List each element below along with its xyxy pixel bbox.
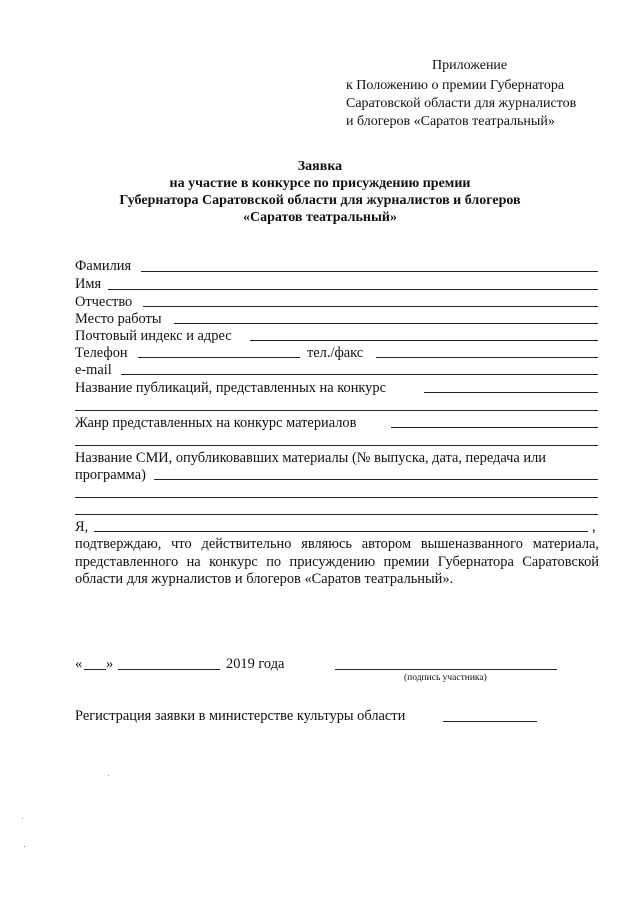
title-line-1: Заявка (297, 159, 343, 174)
postal-field[interactable] (250, 340, 598, 341)
media-field-extra-1[interactable] (75, 497, 598, 498)
date-year: 2019 года (226, 656, 285, 672)
appendix-line-3: Саратовской области для журналистов (346, 96, 577, 111)
date-month-field[interactable] (118, 669, 220, 670)
patronymic-field[interactable] (143, 306, 598, 307)
surname-label: Фамилия (75, 258, 132, 274)
media-label-line-2: программа) (75, 467, 146, 483)
media-label-line-1: Название СМИ, опубликовавших материалы (№ выпуска, дата, передача или (75, 450, 546, 466)
declaration-i: Я, (75, 519, 89, 535)
publications-field[interactable] (424, 392, 598, 393)
signature-field[interactable] (335, 669, 557, 670)
scan-speck (108, 775, 109, 776)
publications-label: Название публикаций, представленных на конкурс (75, 380, 386, 396)
declaration-name-field[interactable] (94, 531, 588, 532)
phone-label: Телефон (75, 345, 128, 361)
name-label: Имя (75, 276, 102, 292)
appendix-heading: Приложение (432, 58, 508, 73)
postal-label: Почтовый индекс и адрес (75, 328, 232, 344)
signature-caption: (подпись участника) (404, 673, 487, 683)
appendix-line-2: к Положению о премии Губернатора (346, 78, 565, 93)
name-field[interactable] (108, 289, 598, 290)
registration-field[interactable] (443, 721, 537, 722)
media-field[interactable] (154, 479, 598, 480)
publications-field-extra[interactable] (75, 410, 598, 411)
patronymic-label: Отчество (75, 294, 133, 310)
surname-field[interactable] (141, 271, 598, 272)
genre-label: Жанр представленных на конкурс материалов (75, 415, 357, 431)
workplace-label: Место работы (75, 311, 162, 327)
workplace-field[interactable] (174, 323, 598, 324)
media-field-extra-2[interactable] (75, 514, 598, 515)
title-line-3: Губернатора Саратовской области для журналистов и блогеров (119, 193, 521, 208)
phone-field[interactable] (138, 357, 300, 358)
declaration-comma: , (592, 519, 596, 535)
email-field[interactable] (121, 374, 598, 375)
date-day-field[interactable] (84, 669, 106, 670)
fax-label: тел./факс (307, 345, 364, 361)
title-line-2: на участие в конкурсе по присуждению премии (169, 176, 471, 191)
genre-field-extra[interactable] (75, 445, 598, 446)
scan-speck (22, 818, 23, 819)
declaration-text: подтверждаю, что действительно являюсь автором вышеназванного материала, представленного на конкурс по присуждению премии Губернатора Саратовской области для журналистов и блогеров «Саратов театральный». (75, 536, 599, 587)
title-line-4: «Саратов театральный» (243, 210, 397, 225)
genre-field[interactable] (391, 427, 598, 428)
scan-speck (24, 846, 25, 847)
appendix-line-4: и блогеров «Саратов театральный» (346, 114, 555, 129)
registration-label: Регистрация заявки в министерстве культуры области (75, 708, 406, 724)
fax-field[interactable] (376, 357, 598, 358)
date-open-quote: « (75, 656, 83, 672)
email-label: e-mail (75, 362, 112, 378)
date-close-quote: » (106, 656, 114, 672)
